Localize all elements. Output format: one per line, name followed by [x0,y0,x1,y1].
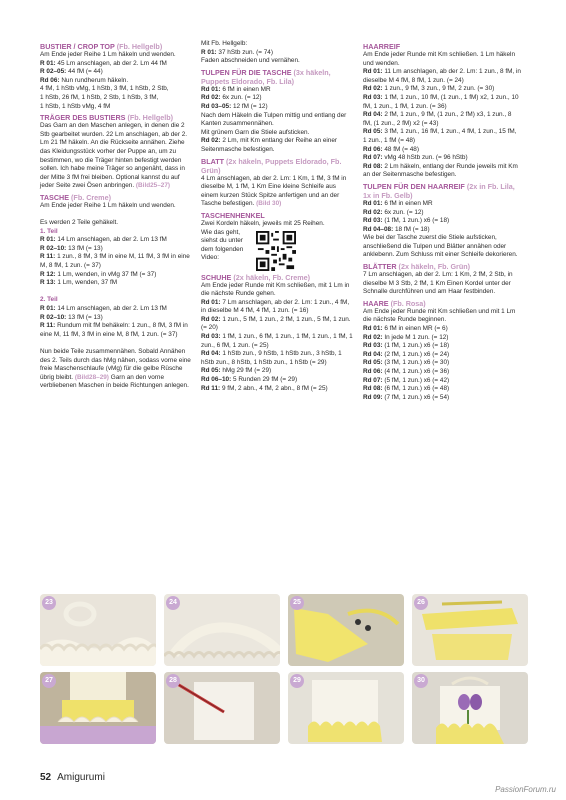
row-instruction: Rd 01: 7 Lm anschlagen, ab der 2. Lm: 1 zun., 4 fM, in dieselbe M 4 fM, 4 fM, 1 zun. (= 16) [201,298,350,315]
section-heading: TRÄGER DES BUSTIERS (Fb. Hellgelb) [40,113,173,123]
photo-27 [40,672,156,744]
row-instruction: R 02–05: 44 fM (= 44) [40,68,103,76]
photo-number: 24 [166,596,180,610]
paragraph: Zwei Kordeln häkeln, jeweils mit 25 Reihen. [201,219,325,227]
subheading: 2. Teil [40,296,58,304]
row-instruction: Rd 08: (6 fM, 1 zun.) x6 (= 48) [363,385,450,393]
row-instruction: R 12: 1 Lm, wenden, in vMg 37 fM (= 37) [40,270,157,278]
row-instruction: R 01: 14 Lm anschlagen, ab der 2. Lm 13 fM [40,236,167,244]
photo-number: 27 [42,674,56,688]
section-heading: TULPEN FÜR DIE TASCHE (3x häkeln, Puppets Eldorado, Fb. Lila) [201,67,331,86]
row-instruction: Rd 02: 6x zun. (= 12) [363,208,424,216]
paragraph: Mit grünem Garn die Stiele aufsticken. [201,128,310,136]
row-instruction: Rd 03: 1 fM, 1 zun., 6 fM, 1 zun., 1 fM, 1 zun., 1 fM, 1 zun., 6 fM, 1 zun. (= 25) [201,333,353,349]
paragraph: 1 hStb, 26 fM, 1 hStb, 2 Stb, 1 hStb, 3 fM, [40,93,159,101]
row-instruction: Rd 08: 2 Lm häkeln, entlang der Runde jeweils mit Km an der Seitenmasche befestigen. [363,162,518,179]
section-heading: BLÄTTER (2x häkeln, Fb. Grün) [363,262,471,272]
subheading: 1. Teil [40,227,58,235]
row-instruction: Rd 06: (4 fM, 1 zun.) x6 (= 36) [363,368,450,375]
row-instruction: R 02–10: 13 fM (= 13) [40,244,103,252]
row-instruction: Rd 03: (1 fM, 1 zun.) x6 (= 18) [363,342,450,350]
photo-29 [288,672,404,744]
row-instruction: Rd 07: (5 fM, 1 zun.) x6 (= 42) [363,376,450,384]
row-instruction: Rd 01: 6 fM in einen MR [201,85,271,93]
paragraph: Am Ende jeder Runde mit Km schließen. 1 Lm häkeln und wenden. [363,51,516,67]
photo-28 [164,672,280,744]
column-1 [40,40,192,391]
row-instruction: R 11: 1 zun., 8 fM, 3 fM in eine M, 11 fM, 3 fM in eine M, 8 fM, 1 zun. (= 37) [40,253,190,270]
paragraph: 4 Lm anschlagen, ab der 2. Lm: 1 Km, 1 fM, 3 fM in dieselbe M, 1 fM, 1 Km Eine kleine Schleife aus einem kurzen Stück Spitze anfertigen und an der Tasche befestigen. (Bild 30) [201,174,347,208]
crochet-bustier-image [40,594,156,666]
crochet-piece-image [164,672,280,744]
paragraph: Das Garn an den Maschen anlegen, in denen die 2 Stb gearbeitet wurden. 22 Lm anschlagen, ab der 2. Lm 21 fM häkeln. An die Rückseite annähen. Ziehe das Kleidungsstück vorher der Puppe an, um zu bestimmen, wo die Träger hinten befestigt werden sollen. Ich habe meine Träger so angenäht, dass in der Mitte 3 fM frei bleiben. Optional kannst du auf jeder Seite zwei Ösen anbringen. (Bild25–27) [40,122,188,190]
row-instruction: Rd 05: hMg 29 fM (= 29) [201,367,272,375]
bag-with-tulips-image [412,672,528,744]
paragraph: Wie bei der Tasche zuerst die Stiele aufsticken, anschließend die Tulpen und Blätter annähen oder anklebenn. Zum Schluss mit einer Schleife dekorieren. [363,234,518,259]
paragraph: 4 fM, 1 hStb vMg, 1 hStb, 3 fM, 1 hStb, 2 Stb, [40,85,169,93]
paragraph: Am Ende jeder Reihe 1 Lm häkeln und wenden. [40,51,176,58]
section-heading: TASCHE (Fb. Creme) [40,192,111,202]
photo-23 [40,594,156,666]
bag-image [288,672,404,744]
paragraph: 7 Lm anschlagen, ab der 2. Lm: 1 Km, 2 fM, 2 Stb, in dieselbe M 3 Stb, 2 fM, 1 Km Einen Kordel unter der Schnalle durchführen und am Haar festbinden. [363,271,513,296]
row-instruction: Rd 09: (7 fM, 1 zun.) x6 (= 54) [363,393,450,401]
row-instruction: Rd 02: 6x zun. (= 12) [201,94,262,102]
paragraph: Wie das geht, siehst du unter dem folgenden Video: [201,228,244,262]
row-instruction: Rd 03: 1 fM, 1 zun., 10 fM, (1 zun., 1 fM) x2, 1 zun., 10 fM, 1 zun., 1 fM, 1 zun. (= 36) [363,93,519,110]
doll-outfit-image [40,672,156,744]
row-instruction: Rd 03–05: 12 fM (= 12) [201,102,268,110]
section-heading: SCHUHE (2x häkeln, Fb. Creme) [201,272,311,282]
watermark: PassionForum.ru [495,785,556,794]
row-instruction: Rd 02: 2 Lm, mit Km entlang der Reihe an einer Seitenmasche befestigen. [201,137,338,153]
qr-code-icon[interactable] [256,231,296,271]
row-instruction: R 01: 45 Lm anschlagen, ab der 2. Lm 44 fM [40,59,167,67]
row-instruction: R 02–10: 13 fM (= 13) [40,313,103,321]
row-instruction: Rd 02: 1 zun., 5 fM, 1 zun., 2 fM, 1 zun., 5 fM, 1 zun. (= 20) [201,315,351,332]
row-instruction: R 01: 37 hStb zun. (= 74) [201,48,273,56]
row-instruction: Rd 06: 48 fM (= 48) [363,145,419,153]
paragraph: Am Ende jeder Reihe 1 Lm häkeln und wenden. [40,201,176,209]
photo-24 [164,594,280,666]
paragraph: Am Ende jeder Runde mit Km schließen und mit 1 Lm die nächste Runde beginnen. [363,307,516,324]
section-heading: HAARE (Fb. Rosa) [363,298,426,308]
paragraph: 1 hStb, 1 hStb vMg, 4 fM [40,102,111,110]
row-instruction: Rd 05: (3 fM, 1 zun.) x6 (= 30) [363,359,450,367]
photo-25 [288,594,404,666]
paragraph: Es werden 2 Teile gehäkelt. [40,219,119,227]
section-heading: TASCHENHENKEL [201,210,265,220]
row-instruction: Rd 06: Nun rundherum häkeln. [40,76,129,84]
paragraph: Faden abschneiden und vernähen. [201,57,300,65]
yellow-top-image [412,594,528,666]
row-instruction: Rd 04–08: 18 fM (= 18) [363,225,430,233]
paragraph: Nach dem Häkeln die Tulpen mittig und entlang der Kanten zusammennähen. [201,111,347,128]
photo-number: 29 [290,674,304,688]
row-instruction: Rd 06–10: 5 Runden 29 fM (= 29) [201,376,298,384]
page-footer [40,772,105,783]
row-instruction: Rd 02: In jede M 1 zun. (= 12) [363,333,449,341]
photo-number: 30 [414,674,428,688]
row-instruction: Rd 01: 6 fM in einen MR [363,199,433,207]
row-instruction: Rd 04: 1 hStb zun., 9 hStb, 1 hStb zun., 3 hStb, 1 hStb zun., 8 hStb, 1 hStb zun., 1 hStb (= 29) [201,350,342,366]
photo-number: 25 [290,596,304,610]
row-instruction: Rd 01: 6 fM in einen MR (= 6) [363,325,448,333]
photo-30 [412,672,528,744]
photo-26 [412,594,528,666]
row-instruction: Rd 11: 9 fM, 2 abn., 4 fM, 2 abn., 8 fM (= 25) [201,384,328,392]
magazine-title: Amigurumi [57,772,105,783]
row-instruction: Rd 03: (1 fM, 1 zun.) x6 (= 18) [363,217,450,225]
column-2 [201,40,353,393]
photo-number: 26 [414,596,428,610]
section-heading: TULPEN FÜR DEN HAARREIF (2x in Fb. Lila, 1x in Fb. Gelb) [363,181,515,200]
yellow-top-image [288,594,404,666]
paragraph: Am Ende jeder Runde mit Km schließen, mit 1 Lm in die nächste Runde gehen. [201,281,350,298]
row-instruction: Rd 04: 2 fM, 1 zun., 9 fM, (1 zun., 2 fM) x3, 1 zun., 8 fM, (1 zun., 2 fM) x2 (= 43) [363,111,512,127]
photo-number: 28 [166,674,180,688]
row-instruction: R 01: 14 Lm anschlagen, ab der 2. Lm 13 fM [40,305,167,313]
row-instruction: Rd 07: vMg 48 hStb zun. (= 96 hStb) [363,154,468,162]
row-instruction: Rd 02: 1 zun., 9 fM, 3 zun., 9 fM, 2 zun. (= 30) [363,85,495,93]
row-instruction: R 11: Rundum mit fM behäkeln: 1 zun., 8 fM, 3 fM in eine M, 11 fM, 3 fM in eine M, 8 fM, 1 zun. (= 37) [40,322,188,338]
photo-number: 23 [42,596,56,610]
row-instruction: R 13: 1 Lm, wenden, 37 fM [40,279,118,287]
page-number: 52 [40,772,52,783]
crochet-bustier-image [164,594,280,666]
paragraph: Nun beide Teile zusammennähen. Sobald Annähen des 2. Teils durch das hMg nähen, sodass vorne eine freie Maschenschlaufe (vMg) für die gelbe Rüsche übrig bleibt. (Bild28–29) Garn an den vorne verbliebenen Maschen in beide Richtungen anlegen. [40,348,191,390]
paragraph: Mit Fb. Hellgelb: [201,40,248,47]
row-instruction: Rd 04: (2 fM, 1 zun.) x6 (= 24) [363,350,450,358]
row-instruction: Rd 01: 11 Lm anschlagen, ab der 2. Lm: 1 zun., 8 fM, in dieselbe M 4 fM, 8 fM, 1 zun. (= 24) [363,68,521,84]
column-3 [363,40,521,402]
section-heading: BUSTIER / CROP TOP (Fb. Hellgelb) [40,42,163,51]
section-heading: BLATT (2x häkeln, Puppets Eldorado, Fb. Grün) [201,156,342,175]
section-heading: HAARREIF [363,42,401,51]
row-instruction: Rd 05: 3 fM, 1 zun., 16 fM, 1 zun., 4 fM, 1 zun., 15 fM, 1 zun., 1 fM (= 48) [363,128,517,144]
